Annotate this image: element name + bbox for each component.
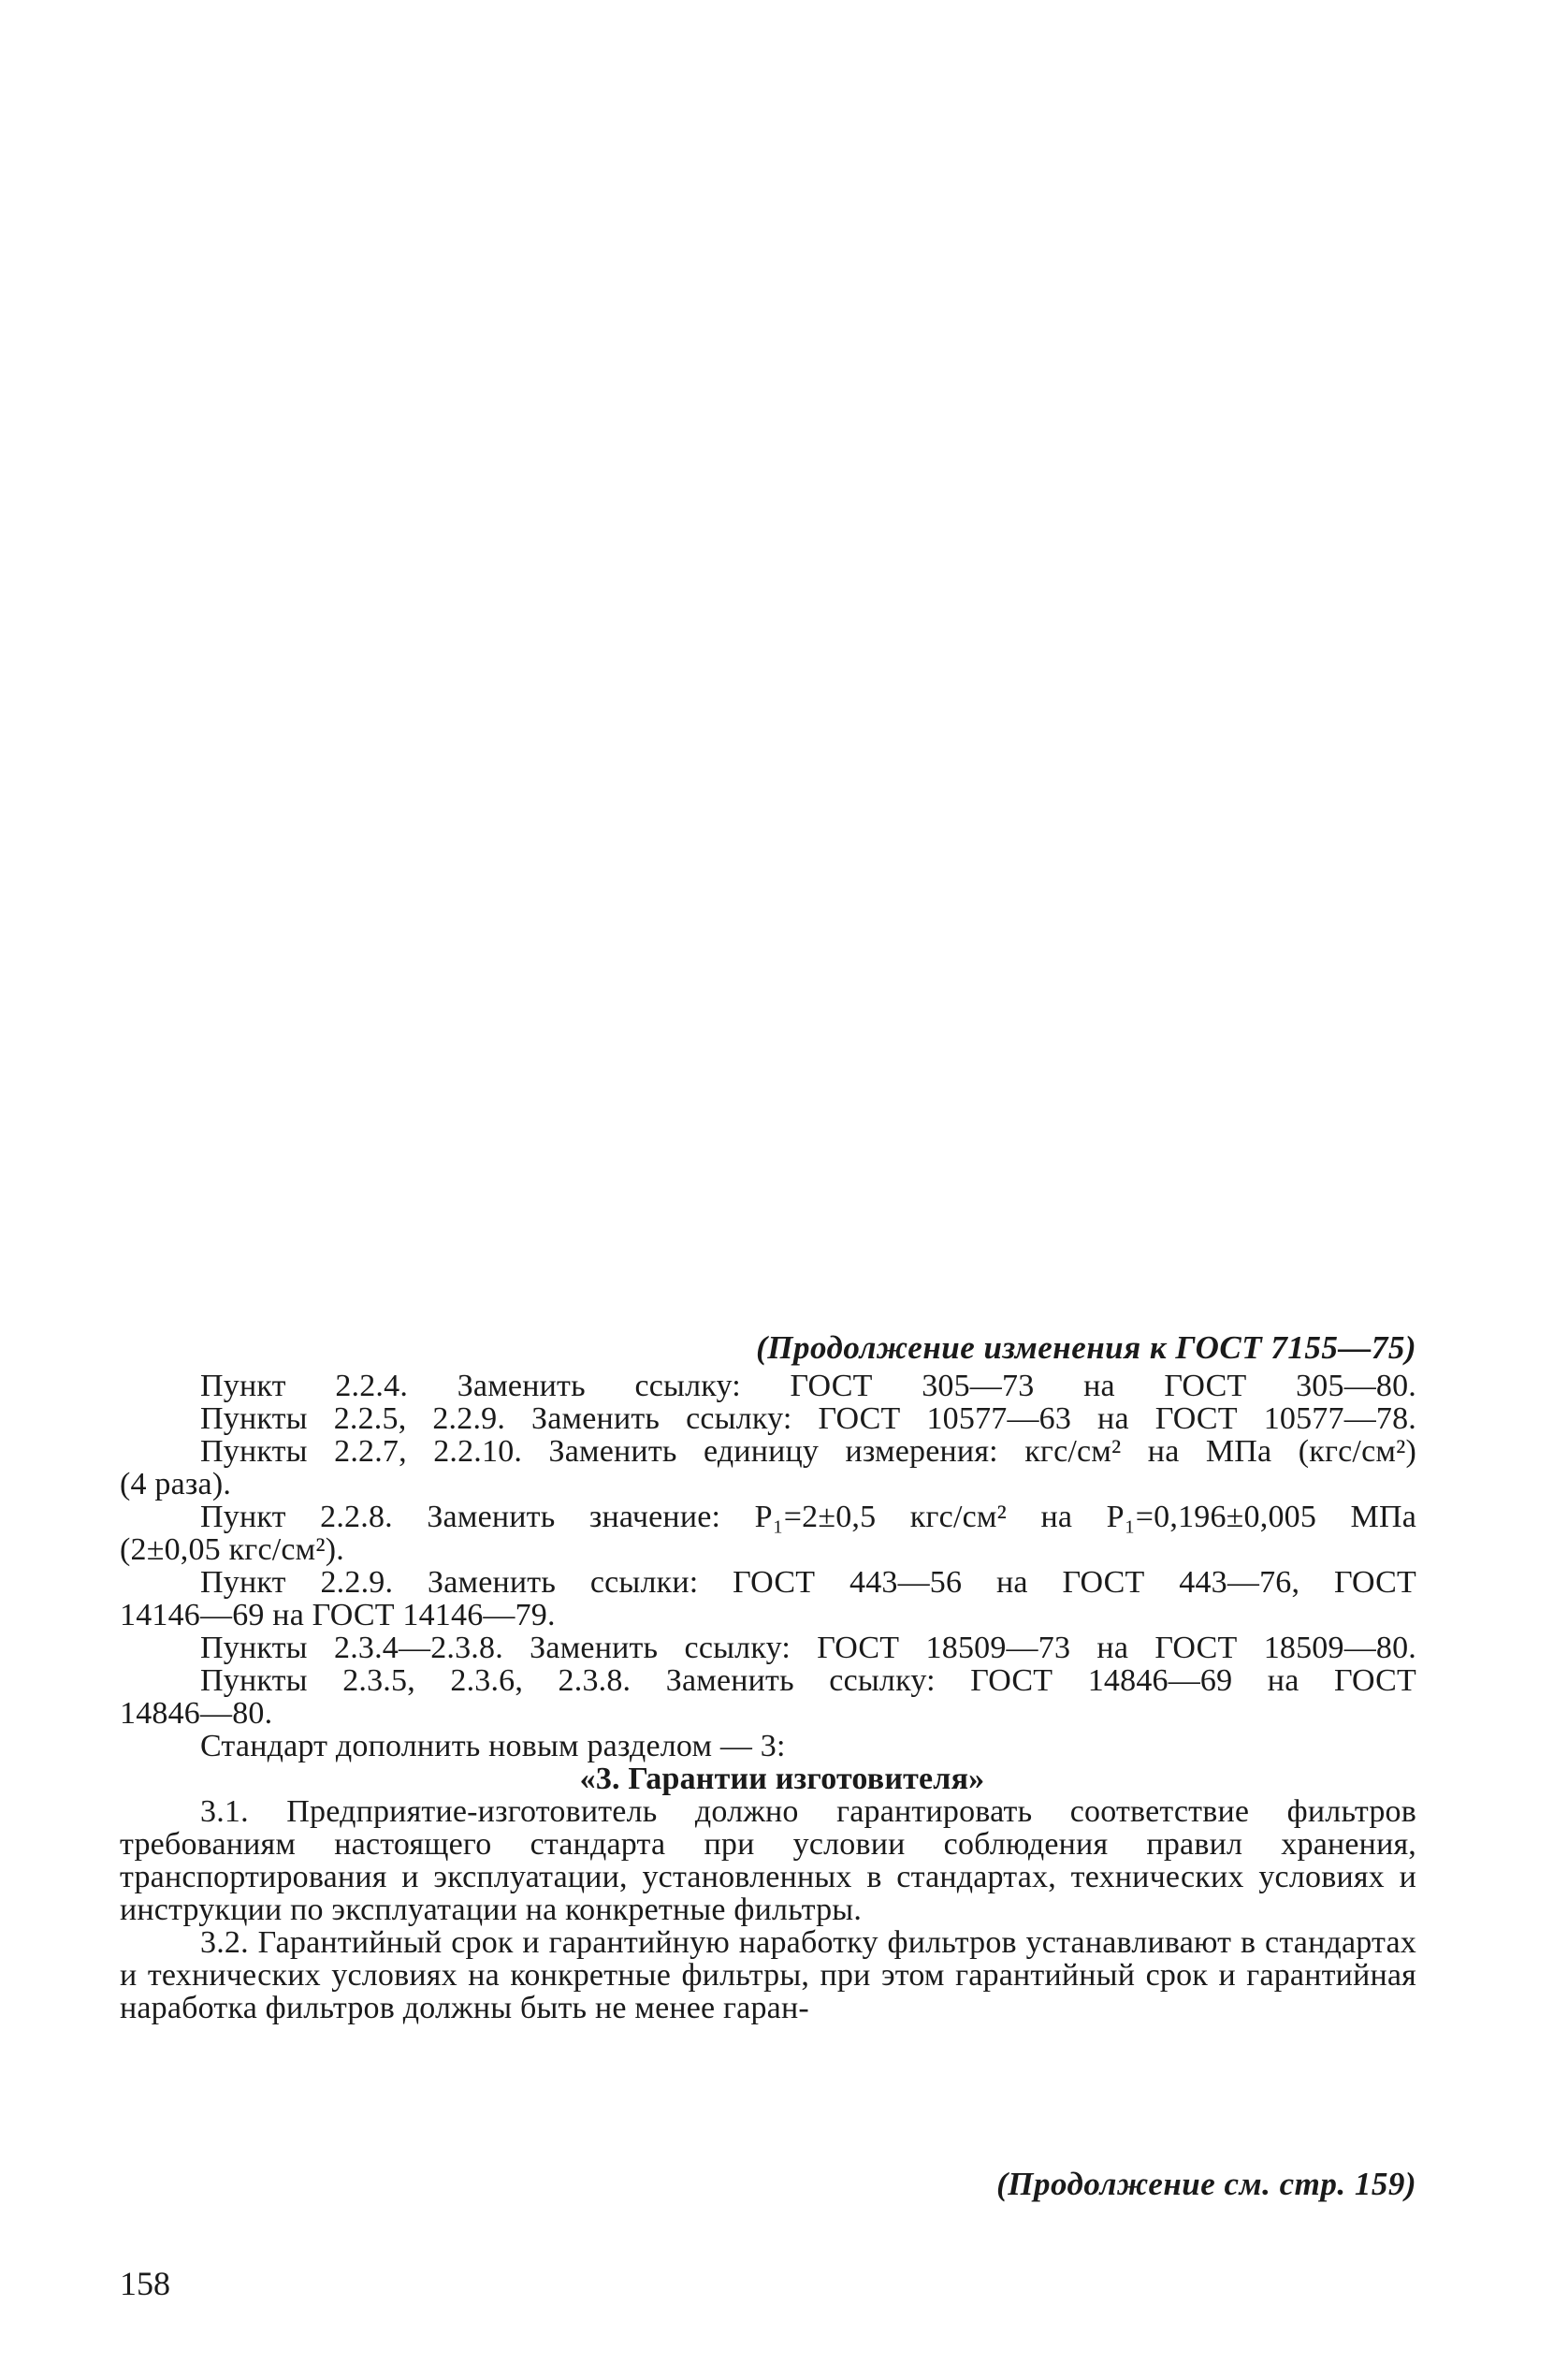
continuation-header: (Продолжение изменения к ГОСТ 7155—75) — [756, 1329, 1416, 1366]
section-title: «3. Гарантии изготовителя» — [579, 1762, 985, 1796]
paragraph-2-2-7: Пункты 2.2.7, 2.2.10. Заменить единицу измерения: кгс/см² на МПа (кгс/см²) — [200, 1434, 1416, 1469]
paragraph-2-2-9: Пункт 2.2.9. Заменить ссылки: ГОСТ 443—56 на ГОСТ 443—76, ГОСТ — [200, 1565, 1416, 1600]
page-number: 158 — [120, 2265, 170, 2302]
paragraph-new-section: Стандарт дополнить новым разделом — 3: — [200, 1729, 786, 1763]
paragraph-2-2-8-cont: (2±0,05 кгс/см²). — [120, 1532, 345, 1567]
paragraph-2-3-5: Пункты 2.3.5, 2.3.6, 2.3.8. Заменить ссылку: ГОСТ 14846—69 на ГОСТ — [200, 1663, 1416, 1698]
continuation-footer: (Продолжение см. стр. 159) — [996, 2166, 1416, 2202]
paragraph-2-2-7-cont: (4 раза). — [120, 1467, 232, 1501]
section-paragraph-3-1: 3.1. Предприятие-изготовитель должно гарантировать соответствие фильтров требованиям настоящего стандарта при условии соблюдения правил хранения, транспортирования и эксплуатации, установленных в стандартах, технических условиях и инструкции по эксплуатации на конкретные фильтры. — [120, 1794, 1416, 1927]
paragraph-2-3-4: Пункты 2.3.4—2.3.8. Заменить ссылку: ГОСТ 18509—73 на ГОСТ 18509—80. — [200, 1631, 1416, 1665]
section-paragraph-3-2: 3.2. Гарантийный срок и гарантийную наработку фильтров устанавливают в стандартах и технических условиях на конкретные фильтры, при этом гарантийный срок и гарантийная наработка фильтров должны быть не менее гаран- — [120, 1925, 1416, 2025]
paragraph-2-2-9-cont: 14146—69 на ГОСТ 14146—79. — [120, 1598, 556, 1632]
paragraph-2-2-8: Пункт 2.2.8. Заменить значение: P₁=2±0,5 кгс/см² на P₁=0,196±0,005 МПа — [200, 1500, 1416, 1534]
paragraph-2-2-5: Пункты 2.2.5, 2.2.9. Заменить ссылку: ГОСТ 10577—63 на ГОСТ 10577—78. — [200, 1401, 1416, 1436]
paragraph-2-2-4: Пункт 2.2.4. Заменить ссылку: ГОСТ 305—73 на ГОСТ 305—80. — [200, 1369, 1416, 1403]
page-content — [120, 1327, 1416, 2024]
paragraph-2-3-5-cont: 14846—80. — [120, 1696, 273, 1731]
